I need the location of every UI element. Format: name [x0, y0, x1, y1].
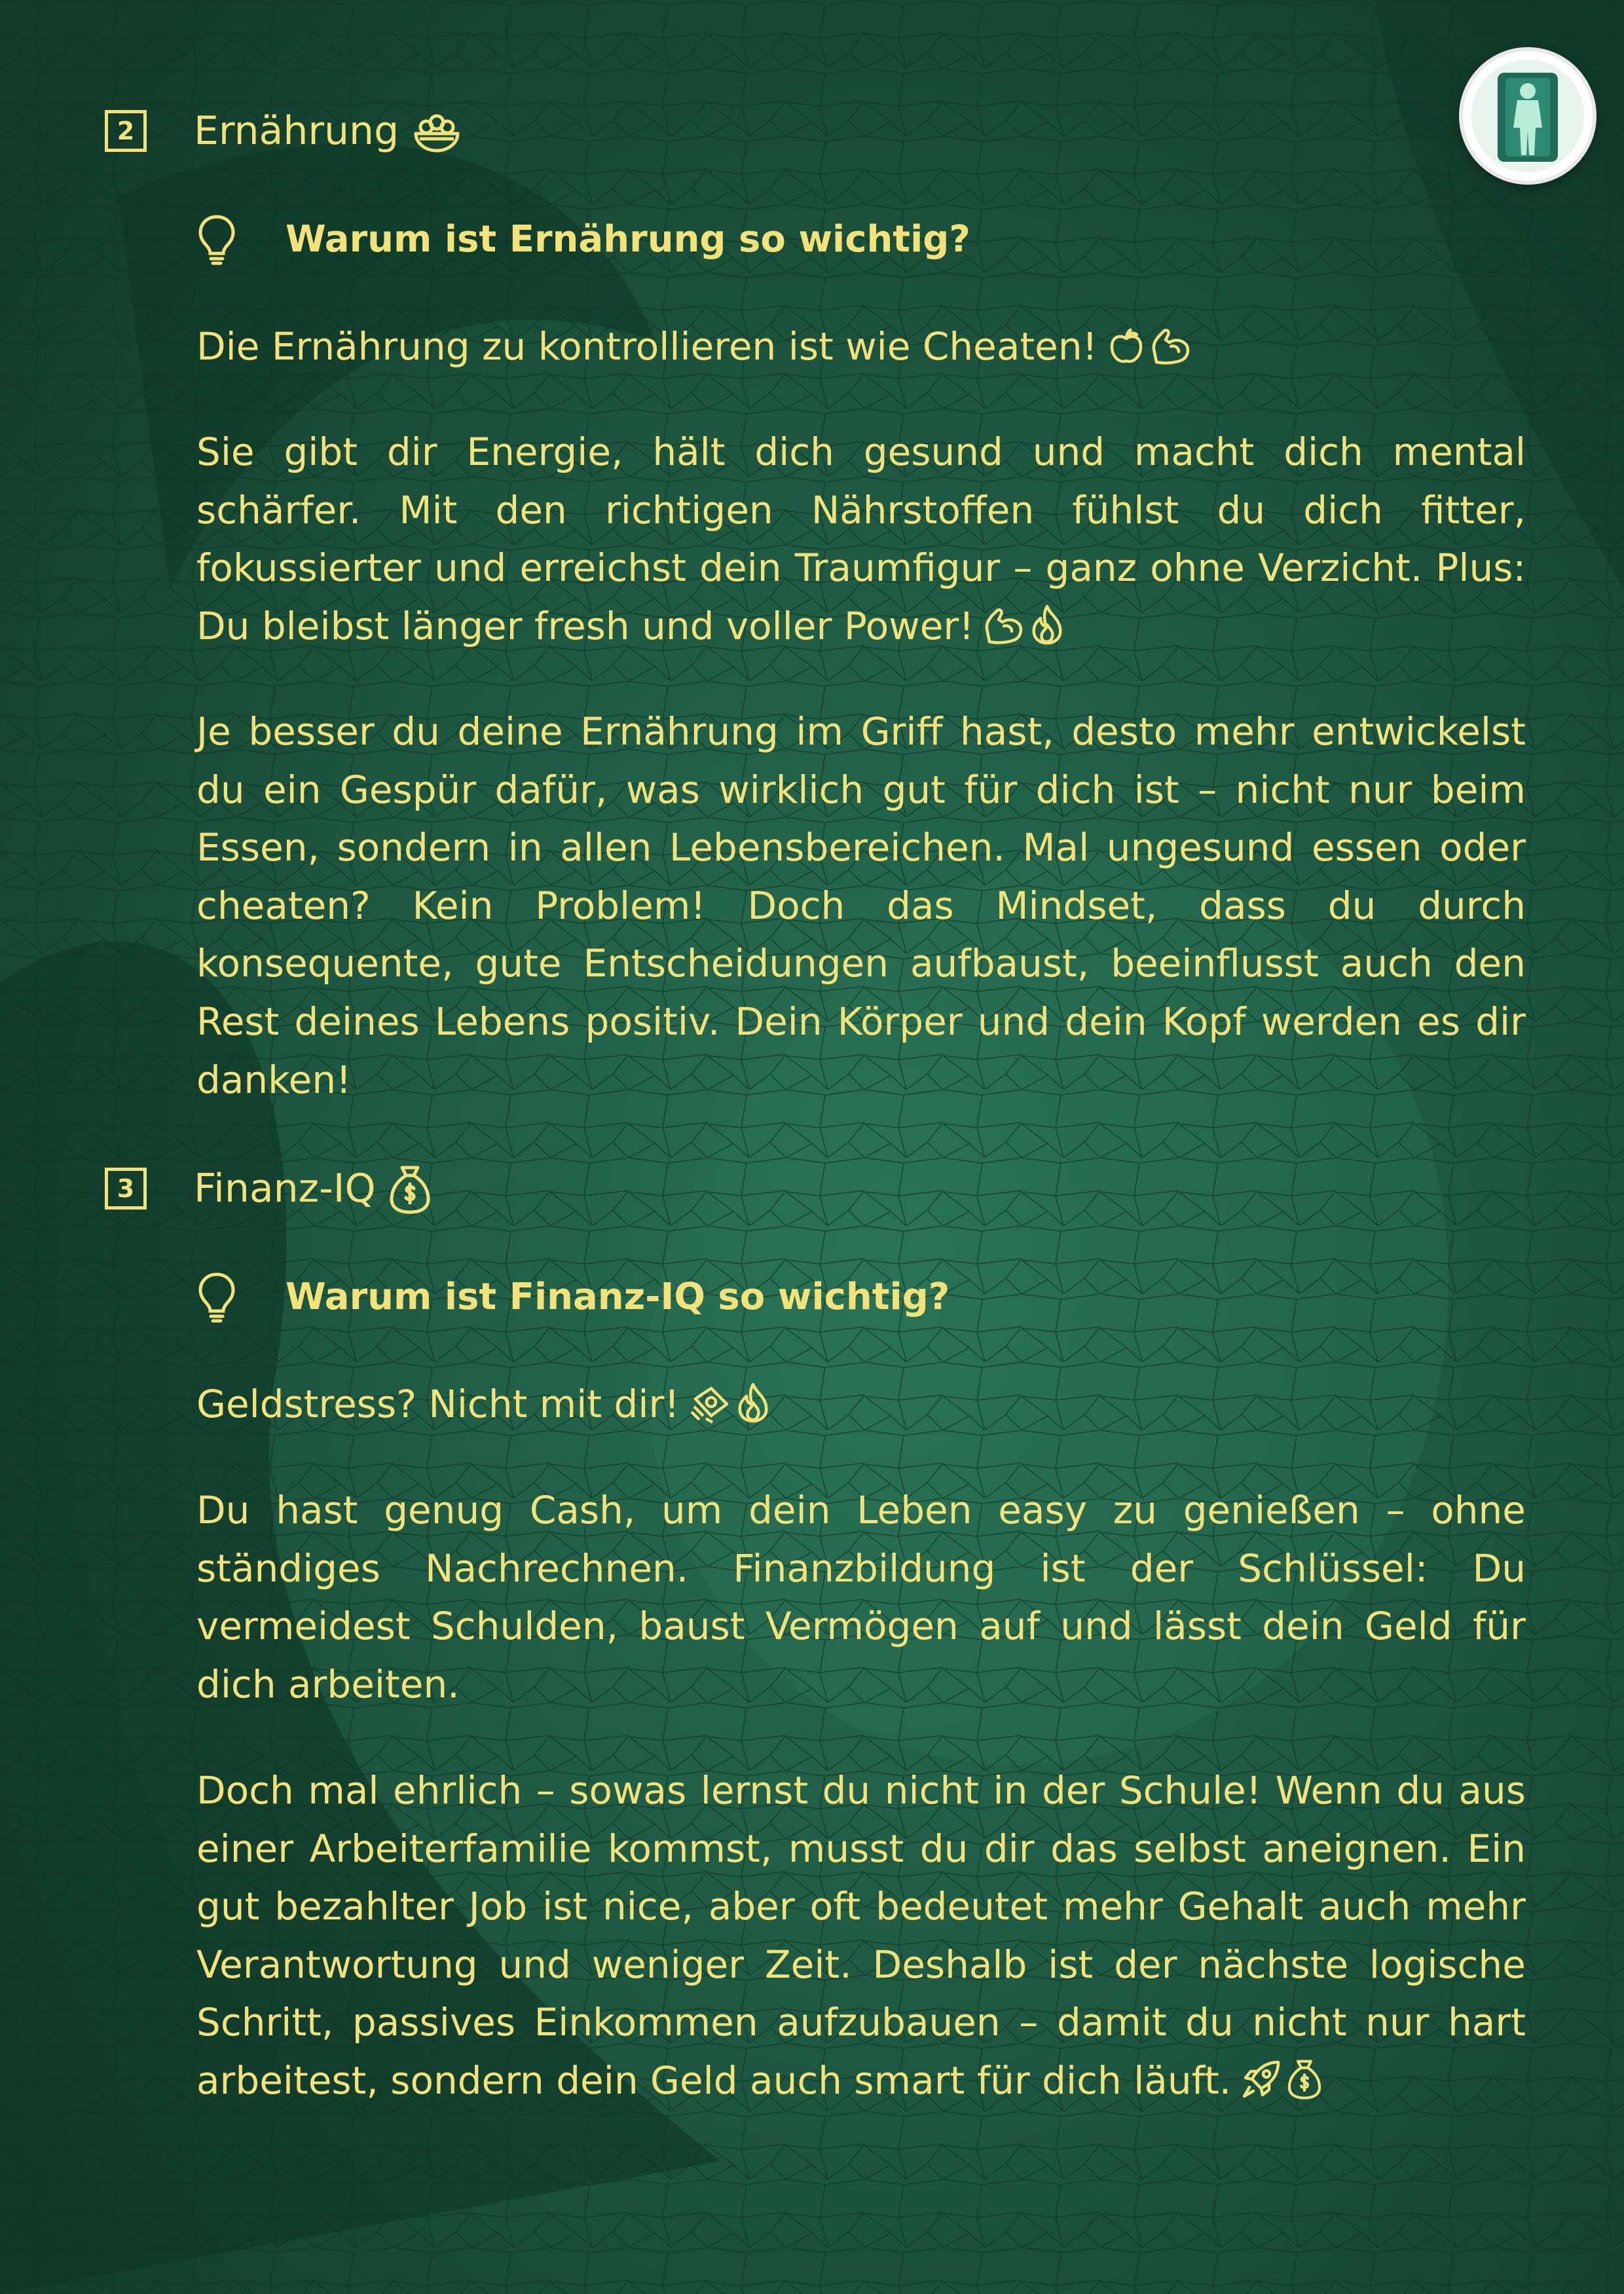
why-question: Warum ist Ernährung so wichtig? — [286, 217, 970, 261]
why-heading-finance — [196, 1267, 950, 1326]
section-title: Finanz-IQ — [194, 1166, 376, 1212]
fire-icon — [735, 1382, 771, 1440]
rocket-icon — [1240, 2058, 1282, 2117]
section-title: Ernährung — [194, 108, 399, 154]
lightbulb-icon — [196, 1270, 237, 1323]
body-paragraph: Du hast genug Cash, um dein Leben easy zu genießen – ohne ständiges Nachrechnen. Finanzbildung ist der Schlüssel: Du vermeidest Schulden, baust Vermögen auf und lässt dein Geld für dich arbeiten. — [196, 1488, 1526, 1707]
body-paragraph: Sie gibt dir Energie, hält dich gesund und macht dich mental schärfer. Mit den richtigen Nährstoffen fühlst du dich fitter, fokussierter und erreichst dein Traumfigur – ganz ohne Verzicht. Plus: Du bleibst länger fresh und voller Power! — [196, 423, 1526, 661]
salad-bowl-icon — [411, 105, 463, 157]
money-bag-icon — [1286, 2057, 1323, 2117]
body-paragraph: Doch mal ehrlich – sowas lernst du nicht in der Schule! Wenn du aus einer Arbeiterfamilie kommst, musst du dir das selbst aneignen. Ein gut bezahlter Job ist nice, aber oft bedeutet mehr Gehalt auch mehr Verantwortung und weniger Zeit. Deshalb ist der nächste logische Schritt, passives Einkommen aufzubauen – damit du nicht nur hart arbeitest, sondern dein Geld auch smart für dich läuft. — [196, 1762, 1526, 2117]
lightbulb-icon — [196, 213, 237, 265]
body-paragraph: Je besser du deine Ernährung im Griff hast, desto mehr entwickelst du ein Gespür dafür, was wirklich gut für dich ist – nicht nur beim Essen, sondern in allen Lebensbereichen. Mal ungesund essen oder cheaten? Kein Problem! Doch das Mindset, dass du durch konsequente, gute Entscheidungen aufbaust, beeinflusst auch den Rest deines Lebens positiv. Dein Körper und dein Kopf werden es dir danken! — [196, 709, 1526, 1102]
apple-icon — [1107, 324, 1146, 382]
logo — [1459, 47, 1596, 185]
money-with-wings-icon — [689, 1382, 731, 1440]
intro-paragraph: Geldstress? Nicht mit dir! — [196, 1375, 1526, 1440]
section-heading-finance — [105, 1159, 432, 1218]
flexed-biceps-icon — [983, 604, 1025, 662]
section-number: 2 — [105, 110, 147, 152]
why-heading-nutrition — [196, 210, 970, 268]
intro-paragraph: Die Ernährung zu kontrollieren ist wie Cheaten! — [196, 318, 1526, 382]
flexed-biceps-icon — [1150, 324, 1192, 382]
fire-icon — [1029, 604, 1065, 662]
section-heading-nutrition — [105, 102, 463, 160]
figure-emblem-icon — [1471, 60, 1584, 172]
section-number: 3 — [105, 1168, 147, 1210]
why-question: Warum ist Finanz-IQ so wichtig? — [286, 1275, 950, 1318]
money-bag-icon — [388, 1162, 432, 1215]
